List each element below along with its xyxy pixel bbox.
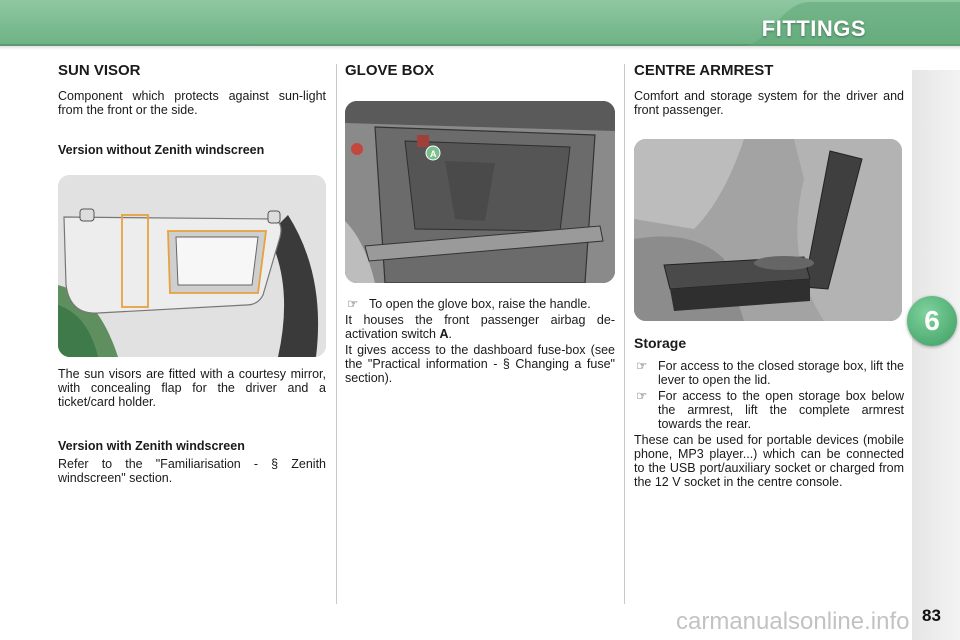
version-with-zenith-heading: Version with Zenith windscreen — [58, 439, 245, 453]
version-without-zenith-heading: Version without Zenith windscreen — [58, 143, 265, 157]
pointing-hand-icon: ☞ — [347, 297, 359, 311]
storage-heading: Storage — [634, 335, 687, 351]
sun-visor-title: SUN VISOR — [58, 62, 141, 79]
column-separator — [624, 64, 625, 604]
sun-visor-description: The sun visors are fitted with a courtesy mirror, with concealing flap for the driver and a ticket/card holder. — [58, 367, 326, 409]
storage-bullet-text: For access to the open storage box below the armrest, lift the complete armrest towards the rear. — [658, 389, 904, 431]
sun-visor-illustration — [58, 175, 326, 357]
pointing-hand-icon: ☞ — [636, 359, 648, 373]
glove-box-section — [345, 62, 615, 385]
sun-visor-section — [58, 62, 326, 485]
glove-box-houses-text: It houses the front passenger airbag de-activation switch — [345, 313, 615, 341]
centre-armrest-section — [634, 62, 904, 489]
list-item — [345, 297, 615, 311]
centre-armrest-intro: Comfort and storage system for the driver and front passenger. — [634, 89, 904, 117]
glove-box-houses-end: . — [448, 327, 452, 341]
version-with-zenith-text: Refer to the "Familiarisation - § Zenith windscreen" section. — [58, 457, 326, 485]
watermark: carmanualsonline.info — [676, 608, 910, 635]
side-strip — [912, 70, 960, 640]
pointing-hand-icon: ☞ — [636, 389, 648, 403]
glove-box-fusebox-text: It gives access to the dashboard fuse-box (see the "Practical information - § Changing a fuse" section). — [345, 343, 615, 385]
glove-box-bullet-text: To open the glove box, raise the handle. — [369, 297, 591, 311]
centre-armrest-illustration — [634, 139, 902, 321]
label-a: A — [430, 149, 437, 159]
switch-a-label: A — [439, 327, 449, 341]
page-number: 83 — [922, 606, 941, 625]
storage-bullet-text: For access to the closed storage box, lift the lever to open the lid. — [658, 359, 904, 387]
centre-armrest-title: CENTRE ARMREST — [634, 62, 774, 79]
sun-visor-intro: Component which protects against sun-light from the front or the side. — [58, 89, 326, 117]
glove-box-airbag-text — [345, 313, 615, 341]
storage-usage-text: These can be used for portable devices (mobile phone, MP3 player...) which can be connected to the USB port/auxiliary socket or charged from the 12 V socket in the centre console. — [634, 433, 904, 489]
glove-box-title: GLOVE BOX — [345, 62, 435, 79]
page-title: FITTINGS — [761, 16, 866, 41]
column-separator — [336, 64, 337, 604]
chapter-badge: 6 — [907, 296, 957, 346]
list-item — [634, 389, 904, 431]
glove-box-illustration — [345, 101, 615, 283]
list-item — [634, 359, 904, 387]
